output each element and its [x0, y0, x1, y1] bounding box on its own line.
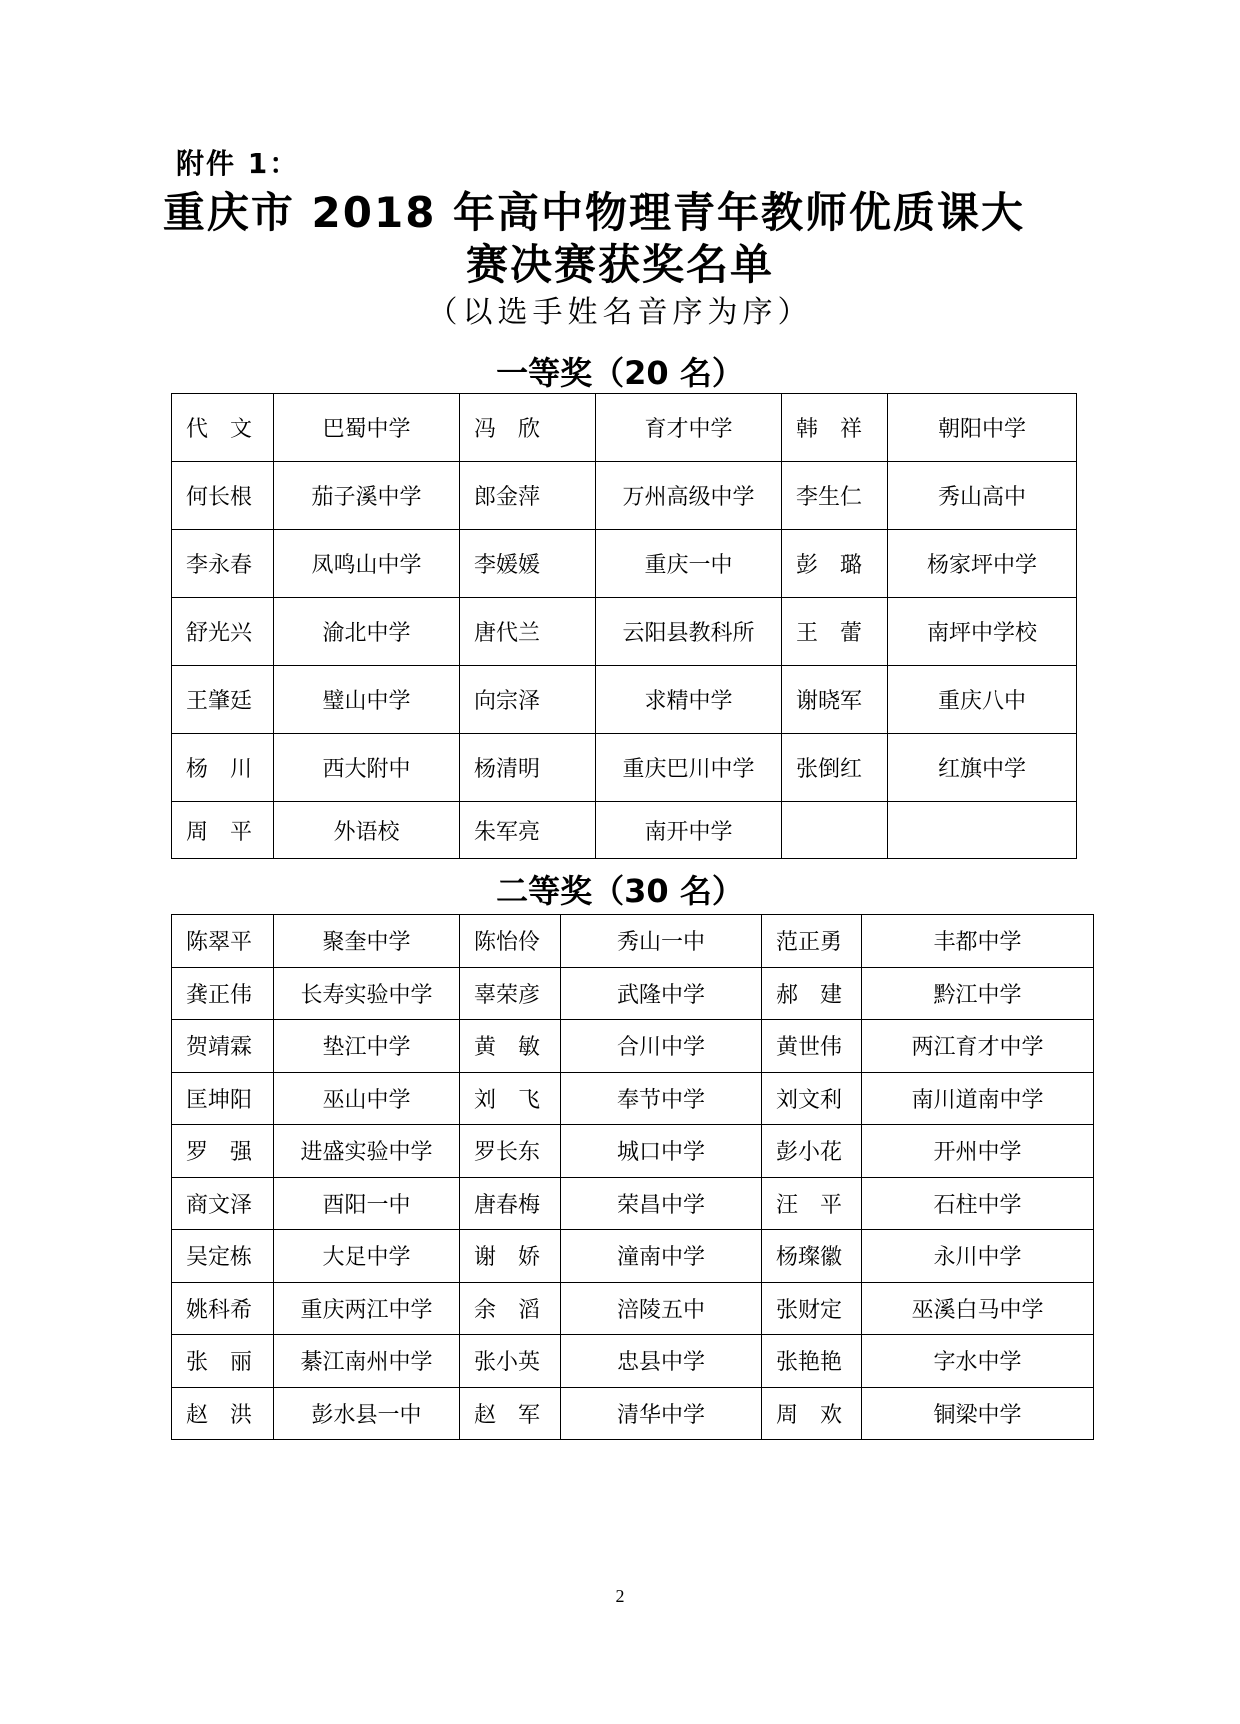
winner-name: 张艳艳 — [762, 1335, 862, 1388]
table-row — [172, 967, 1094, 1020]
winner-name: 王 蕾 — [782, 598, 888, 666]
winner-name: 李生仁 — [782, 462, 888, 530]
document-title-line-2: 赛决赛获奖名单 — [465, 240, 774, 289]
winner-name: 张小英 — [460, 1335, 561, 1388]
table-row — [172, 1072, 1094, 1125]
winner-name: 余 滔 — [460, 1282, 561, 1335]
winner-school: 彭水县一中 — [274, 1387, 460, 1440]
second-prize-table — [171, 914, 1094, 1440]
winner-name: 范正勇 — [762, 915, 862, 968]
winner-name: 张财定 — [762, 1282, 862, 1335]
table-row — [172, 1177, 1094, 1230]
winner-school: 茄子溪中学 — [274, 462, 460, 530]
winner-school: 万州高级中学 — [596, 462, 782, 530]
winner-school: 璧山中学 — [274, 666, 460, 734]
table-row — [172, 1125, 1094, 1178]
winner-school: 黔江中学 — [862, 967, 1094, 1020]
winner-name: 周 平 — [172, 802, 274, 859]
winner-school: 红旗中学 — [888, 734, 1077, 802]
winner-name: 彭小花 — [762, 1125, 862, 1178]
winner-school: 字水中学 — [862, 1335, 1094, 1388]
winner-name: 赵 洪 — [172, 1387, 274, 1440]
winner-name: 刘 飞 — [460, 1072, 561, 1125]
winner-school: 开州中学 — [862, 1125, 1094, 1178]
winner-school: 巴蜀中学 — [274, 394, 460, 462]
winner-name: 韩 祥 — [782, 394, 888, 462]
winner-school: 巫山中学 — [274, 1072, 460, 1125]
winner-name: 张倒红 — [782, 734, 888, 802]
winner-name: 罗 强 — [172, 1125, 274, 1178]
winner-school: 城口中学 — [561, 1125, 762, 1178]
winner-school: 长寿实验中学 — [274, 967, 460, 1020]
winner-name: 谢 娇 — [460, 1230, 561, 1283]
winner-school: 巫溪白马中学 — [862, 1282, 1094, 1335]
winner-school: 渝北中学 — [274, 598, 460, 666]
winner-school: 育才中学 — [596, 394, 782, 462]
winner-name: 舒光兴 — [172, 598, 274, 666]
winner-school — [888, 802, 1077, 859]
winner-name: 向宗泽 — [460, 666, 596, 734]
table-row — [172, 1230, 1094, 1283]
winner-name: 王肇廷 — [172, 666, 274, 734]
winner-name: 李媛媛 — [460, 530, 596, 598]
winner-name: 张 丽 — [172, 1335, 274, 1388]
winner-name: 杨璨徽 — [762, 1230, 862, 1283]
winner-school: 凤鸣山中学 — [274, 530, 460, 598]
winner-name — [782, 802, 888, 859]
winner-school: 秀山高中 — [888, 462, 1077, 530]
second-prize-heading: 二等奖（30 名） — [496, 872, 744, 910]
winner-name: 汪 平 — [762, 1177, 862, 1230]
winner-name: 唐代兰 — [460, 598, 596, 666]
first-prize-table — [171, 393, 1077, 859]
winner-school: 南坪中学校 — [888, 598, 1077, 666]
winner-school: 永川中学 — [862, 1230, 1094, 1283]
winner-name: 彭 璐 — [782, 530, 888, 598]
table-row — [172, 530, 1077, 598]
winner-school: 潼南中学 — [561, 1230, 762, 1283]
table-row — [172, 1282, 1094, 1335]
winner-school: 两江育才中学 — [862, 1020, 1094, 1073]
winner-name: 罗长东 — [460, 1125, 561, 1178]
table-row — [172, 734, 1077, 802]
winner-name: 辜荣彦 — [460, 967, 561, 1020]
attachment-label: 附件 1： — [176, 147, 300, 180]
first-prize-heading: 一等奖（20 名） — [496, 354, 744, 392]
winner-name: 郎金萍 — [460, 462, 596, 530]
page-number: 2 — [615, 1586, 625, 1606]
winner-name: 姚科希 — [172, 1282, 274, 1335]
winner-school: 南川道南中学 — [862, 1072, 1094, 1125]
winner-name: 刘文利 — [762, 1072, 862, 1125]
table-row — [172, 802, 1077, 859]
winner-name: 赵 军 — [460, 1387, 561, 1440]
winner-school: 綦江南州中学 — [274, 1335, 460, 1388]
winner-name: 贺靖霖 — [172, 1020, 274, 1073]
table-row — [172, 666, 1077, 734]
table-row — [172, 1335, 1094, 1388]
winner-name: 陈怡伶 — [460, 915, 561, 968]
winner-name: 郝 建 — [762, 967, 862, 1020]
winner-school: 南开中学 — [596, 802, 782, 859]
winner-school: 清华中学 — [561, 1387, 762, 1440]
winner-school: 进盛实验中学 — [274, 1125, 460, 1178]
winner-name: 吴定栋 — [172, 1230, 274, 1283]
winner-school: 铜梁中学 — [862, 1387, 1094, 1440]
winner-school: 重庆八中 — [888, 666, 1077, 734]
winner-name: 陈翠平 — [172, 915, 274, 968]
table-row — [172, 394, 1077, 462]
table-row — [172, 915, 1094, 968]
winner-name: 何长根 — [172, 462, 274, 530]
table-row — [172, 1387, 1094, 1440]
winner-school: 杨家坪中学 — [888, 530, 1077, 598]
winner-name: 谢晓军 — [782, 666, 888, 734]
winner-name: 周 欢 — [762, 1387, 862, 1440]
winner-school: 求精中学 — [596, 666, 782, 734]
table-row — [172, 1020, 1094, 1073]
winner-school: 外语校 — [274, 802, 460, 859]
winner-school: 石柱中学 — [862, 1177, 1094, 1230]
winner-name: 唐春梅 — [460, 1177, 561, 1230]
winner-school: 重庆巴川中学 — [596, 734, 782, 802]
winner-name: 龚正伟 — [172, 967, 274, 1020]
winner-school: 丰都中学 — [862, 915, 1094, 968]
winner-name: 杨 川 — [172, 734, 274, 802]
winner-name: 黄 敏 — [460, 1020, 561, 1073]
winner-name: 李永春 — [172, 530, 274, 598]
winner-school: 武隆中学 — [561, 967, 762, 1020]
winner-name: 黄世伟 — [762, 1020, 862, 1073]
winner-school: 西大附中 — [274, 734, 460, 802]
table-row — [172, 598, 1077, 666]
winner-name: 冯 欣 — [460, 394, 596, 462]
winner-name: 代 文 — [172, 394, 274, 462]
winner-name: 杨清明 — [460, 734, 596, 802]
winner-school: 合川中学 — [561, 1020, 762, 1073]
document-subtitle: （以选手姓名音序为序） — [427, 295, 813, 330]
winner-name: 匡坤阳 — [172, 1072, 274, 1125]
winner-school: 朝阳中学 — [888, 394, 1077, 462]
winner-school: 忠县中学 — [561, 1335, 762, 1388]
winner-school: 聚奎中学 — [274, 915, 460, 968]
winner-school: 重庆两江中学 — [274, 1282, 460, 1335]
winner-name: 商文泽 — [172, 1177, 274, 1230]
winner-school: 重庆一中 — [596, 530, 782, 598]
table-row — [172, 462, 1077, 530]
winner-school: 酉阳一中 — [274, 1177, 460, 1230]
document-title-line-1: 重庆市 2018 年高中物理青年教师优质课大 — [162, 188, 1026, 237]
winner-school: 大足中学 — [274, 1230, 460, 1283]
winner-school: 秀山一中 — [561, 915, 762, 968]
winner-school: 涪陵五中 — [561, 1282, 762, 1335]
winner-school: 奉节中学 — [561, 1072, 762, 1125]
winner-school: 荣昌中学 — [561, 1177, 762, 1230]
winner-school: 垫江中学 — [274, 1020, 460, 1073]
winner-school: 云阳县教科所 — [596, 598, 782, 666]
winner-name: 朱军亮 — [460, 802, 596, 859]
